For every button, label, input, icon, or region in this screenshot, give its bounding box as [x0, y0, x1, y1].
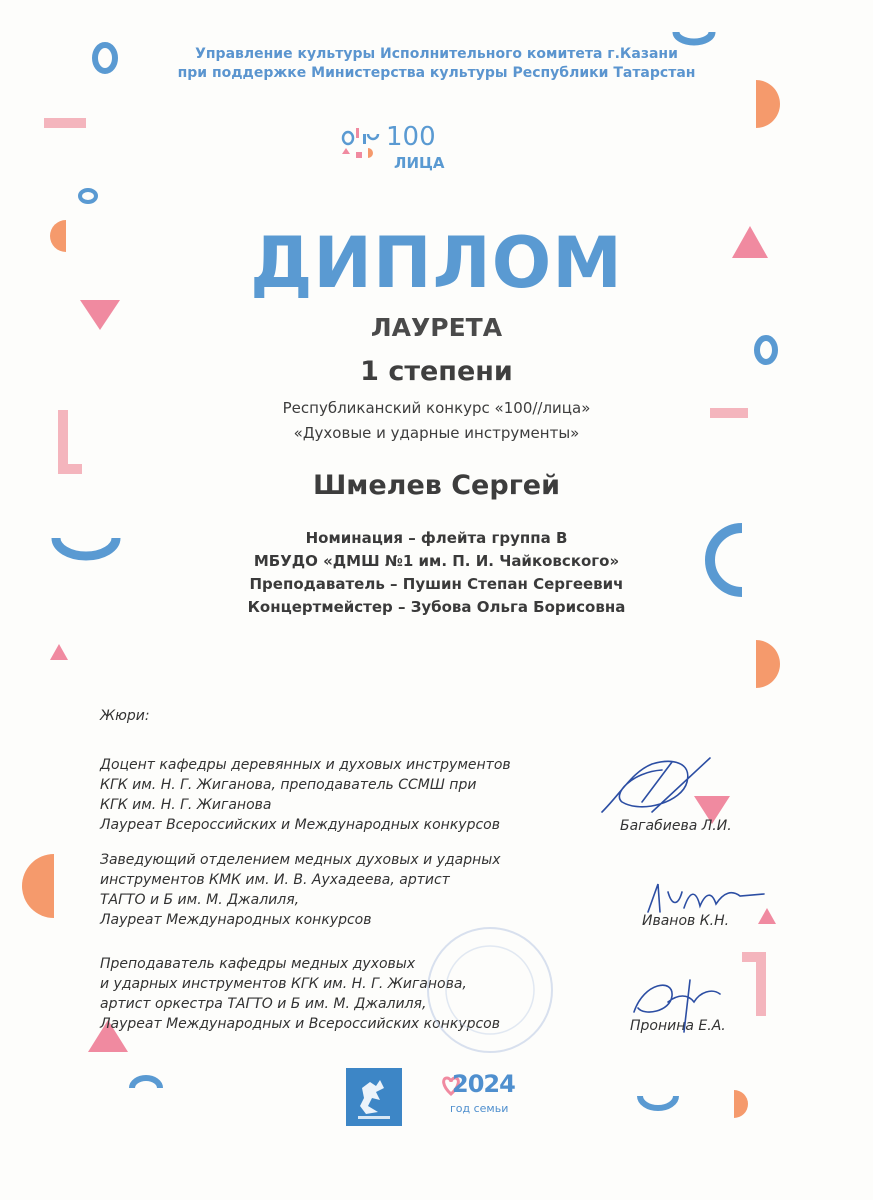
year-of-family-logo — [440, 1068, 520, 1124]
signature-1 — [592, 752, 722, 822]
orange-half-right — [756, 640, 780, 688]
diploma-grade: 1 степени — [360, 356, 513, 387]
signature-2 — [640, 872, 770, 922]
contest-logo — [338, 120, 458, 180]
header-line-2: при поддержке Министерства культуры Республики Татарстан — [177, 65, 696, 81]
jury-1-signature-name: Багабиева Л.И. — [620, 818, 732, 834]
kazan-emblem — [346, 1068, 402, 1126]
detail-nomination: Номинация – флейта группа В — [305, 529, 568, 547]
signature-3 — [624, 972, 734, 1042]
year-number: 2024 — [452, 1070, 515, 1098]
orange-half-bottom-right — [734, 1090, 748, 1118]
jury-1-line: КГК им. Н. Г. Жиганова — [100, 797, 272, 813]
jury-2-line: Заведующий отделением медных духовых и ударных — [100, 852, 501, 868]
pink-triangle-small-left — [50, 644, 68, 660]
logo-number: 100 — [386, 122, 436, 152]
jury-1-line: КГК им. Н. Г. Жиганова, преподаватель ССМШ при — [100, 777, 477, 793]
jury-2-signature-name: Иванов К.Н. — [642, 913, 730, 929]
jury-2-line: Лауреат Международных конкурсов — [100, 912, 372, 928]
detail-school: МБУДО «ДМШ №1 им. П. И. Чайковского» — [253, 552, 620, 570]
snow-leopard-emblem-icon — [346, 1068, 402, 1126]
header-line-1: Управление культуры Исполнительного комитета г.Казани — [195, 46, 678, 62]
jury-1-line: Лауреат Всероссийских и Международных конкурсов — [100, 817, 500, 833]
logo-mark-icon — [338, 124, 388, 174]
logo-word: ЛИЦА — [394, 154, 445, 172]
year-caption: год семьи — [450, 1102, 509, 1115]
contest-line-2: «Духовые и ударные инструменты» — [293, 424, 580, 442]
pink-bar-top-left — [44, 118, 86, 128]
blue-o-small-left — [80, 190, 96, 202]
diploma-title: ДИПЛОМ — [250, 222, 623, 304]
blue-arc-bottom-left — [132, 1078, 160, 1088]
contest-line-1: Республиканский конкурс «100//лица» — [282, 399, 591, 417]
jury-label: Жюри: — [100, 708, 150, 724]
jury-3-line: артист оркестра ТАГТО и Б им. М. Джалиля, — [100, 996, 427, 1012]
jury-3-line: Преподаватель кафедры медных духовых — [100, 956, 416, 972]
detail-accompanist: Концертмейстер – Зубова Ольга Борисовна — [247, 598, 626, 616]
jury-3-line: и ударных инструментов КГК им. Н. Г. Жиганова, — [100, 976, 467, 992]
jury-1-line: Доцент кафедры деревянных и духовых инструментов — [100, 757, 511, 773]
jury-2-line: ТАГТО и Б им. М. Джалиля, — [100, 892, 300, 908]
details-block — [0, 527, 873, 619]
orange-half-bottom-left — [22, 854, 54, 918]
detail-teacher: Преподаватель – Пушин Степан Сергеевич — [249, 575, 624, 593]
blue-arc-top-right — [676, 32, 712, 42]
blue-arc-bottom-right — [640, 1096, 676, 1108]
stamp-seal — [410, 920, 570, 1060]
orange-half-top-right — [756, 80, 780, 128]
diploma-subtitle: ЛАУРЕТА — [370, 313, 503, 342]
recipient-name: Шмелев Сергей — [312, 470, 561, 501]
pink-l-left — [58, 410, 82, 474]
pink-l-right — [742, 952, 766, 1016]
jury-3-signature-name: Пронина Е.А. — [630, 1018, 726, 1034]
jury-3-line: Лауреат Международных и Всероссийских конкурсов — [100, 1016, 500, 1032]
jury-2-line: инструментов КМК им. И. В. Аухадеева, артист — [100, 872, 450, 888]
jury-member-1 — [100, 755, 570, 835]
jury-member-2 — [100, 850, 570, 930]
